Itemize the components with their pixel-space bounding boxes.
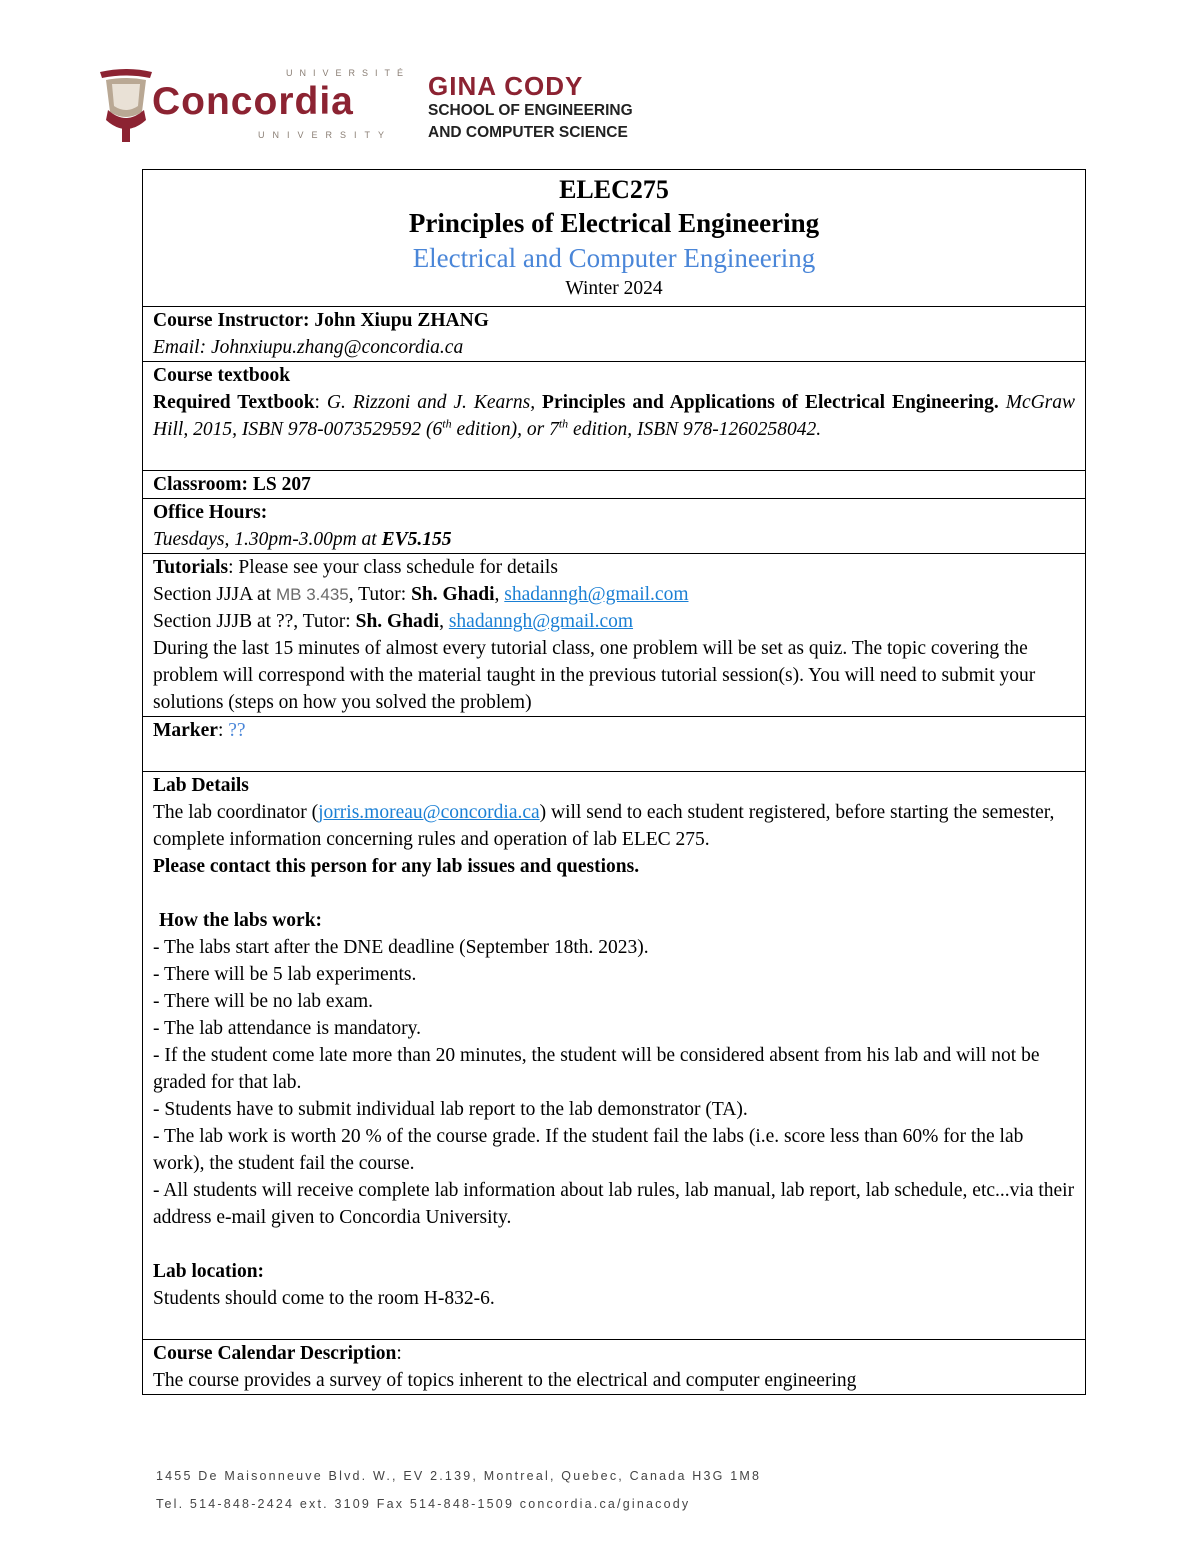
lab-cell [143, 772, 1086, 1340]
footer-contact: Tel. 514-848-2424 ext. 3109 Fax 514-848-1509 concordia.ca/ginacody [156, 1497, 691, 1511]
textbook-title: Principles and Applications of Electrical Engineering. [542, 392, 999, 413]
tutorials-intro [153, 554, 1075, 581]
tutorials-row [143, 554, 1086, 717]
textbook-cell [143, 362, 1086, 471]
textbook-publisher-c: edition, ISBN 978-1260258042. [568, 419, 822, 440]
calendar-text: The course provides a survey of topics inherent to the electrical and computer engineering [153, 1370, 857, 1391]
calendar-label: Course Calendar Description [153, 1343, 397, 1364]
tutorials-cell [143, 554, 1086, 717]
lab-intro-b: ) will send to each student registered, before starting the semester, complete information concerning rules and operation of lab ELEC 275. [153, 802, 1055, 850]
lab-details-heading: Lab Details [153, 775, 249, 796]
logo-concordia-word: Concordia [152, 80, 354, 123]
department-name: Electrical and Computer Engineering [412, 243, 816, 273]
tutorial-quiz-text: During the last 15 minutes of almost every tutorial class, one problem will be set as quiz. The topic covering the problem will correspond with the material taught in the previous tutorial session(s). You will need to submit your solutions (steps on how you solved the problem) [153, 638, 1036, 713]
office-hours-label: Office Hours: [153, 502, 268, 523]
marker-value: ?? [228, 720, 246, 741]
lab-location-text: Students should come to the room H-832-6. [153, 1288, 495, 1309]
calendar-cell [143, 1340, 1086, 1395]
textbook-sup-a: th [442, 416, 452, 431]
blank-line [153, 1231, 1075, 1258]
school-logo [428, 72, 633, 144]
lab-location-heading: Lab location: [153, 1261, 265, 1282]
section-b-prefix: Section JJJB at ??, Tutor: [153, 611, 356, 632]
office-hours-room: EV5.155 [381, 529, 452, 550]
logo-universite-text: UNIVERSITÉ [286, 68, 411, 78]
lab-rule-item: - There will be 5 lab experiments. [153, 964, 417, 985]
section-b-comma: , [439, 611, 449, 632]
instructor-cell [143, 307, 1086, 362]
concordia-logo [96, 66, 411, 146]
marker-row [143, 717, 1086, 772]
instructor-row [143, 307, 1086, 362]
lab-rule-item: - All students will receive complete lab information about lab rules, lab manual, lab report, lab schedule, etc...via their address e-mail given to Concordia University. [153, 1180, 1075, 1228]
course-term: Winter 2024 [565, 278, 663, 299]
course-code: ELEC275 [559, 175, 669, 204]
lab-coordinator-email-link[interactable]: jorris.moreau@concordia.ca [318, 802, 540, 823]
office-hours-time: Tuesdays, 1.30pm-3.00pm at [153, 529, 382, 550]
title-cell [143, 170, 1086, 307]
section-a-room: MB 3.435 [275, 585, 349, 604]
tutorial-section-a [153, 581, 1075, 608]
tutorials-text: : Please see your class schedule for details [228, 557, 558, 578]
textbook-row [143, 362, 1086, 471]
classroom-row [143, 471, 1086, 499]
marker-cell [143, 717, 1086, 772]
how-labs-work-heading: How the labs work: [159, 910, 323, 931]
blank-line [153, 880, 1075, 907]
lab-rule-item: - If the student come late more than 20 minutes, the student will be considered absent from his lab and will not be graded for that lab. [153, 1045, 1040, 1093]
tutor-b-email-link[interactable]: shadanngh@gmail.com [448, 611, 634, 632]
lab-rule-item: - There will be no lab exam. [153, 991, 374, 1012]
tutorials-label: Tutorials [153, 557, 229, 578]
lab-row [143, 772, 1086, 1340]
instructor-label: Course Instructor: John Xiupu ZHANG [153, 310, 489, 331]
tutor-a-name: Sh. Ghadi [411, 584, 495, 605]
marker-line [153, 717, 1075, 744]
textbook-citation [153, 389, 1075, 443]
classroom-cell [143, 471, 1086, 499]
calendar-row [143, 1340, 1086, 1395]
textbook-publisher-a: McGraw Hill, 2015, ISBN 978-0073529592 (6 [153, 392, 1076, 440]
textbook-heading: Course textbook [153, 365, 291, 386]
office-hours-row [143, 499, 1086, 554]
marker-label: Marker [153, 720, 218, 741]
page-footer [156, 1462, 761, 1518]
lab-rule-item: - Students have to submit individual lab report to the lab demonstrator (TA). [153, 1099, 748, 1120]
title-row [143, 170, 1086, 307]
office-hours-cell [143, 499, 1086, 554]
lab-intro-a: The lab coordinator ( [153, 802, 319, 823]
section-a-mid: , Tutor: [348, 584, 412, 605]
logo-university-text: UNIVERSITY [258, 130, 393, 140]
concordia-crest-icon [96, 66, 156, 146]
textbook-publisher-b: edition), or 7 [451, 419, 559, 440]
school-line-1: SCHOOL OF ENGINEERING [428, 102, 633, 119]
section-a-comma: , [494, 584, 505, 605]
textbook-authors: G. Rizzoni and J. Kearns, [326, 392, 536, 413]
lab-rule-item: - The labs start after the DNE deadline (September 18th. 2023). [153, 937, 649, 958]
course-name: Principles of Electrical Engineering [408, 208, 820, 238]
textbook-sup-b: th [558, 416, 569, 431]
school-name: GINA CODY [428, 71, 584, 101]
tutorial-section-b [153, 608, 1075, 635]
course-outline-table [142, 169, 1086, 1395]
lab-rule-item: - The lab attendance is mandatory. [153, 1018, 422, 1039]
calendar-label-line [153, 1340, 1075, 1367]
calendar-colon: : [396, 1343, 402, 1364]
lab-rule-item: - The lab work is worth 20 % of the course grade. If the student fail the labs (i.e. score less than 60% for the lab work), the student fail the course. [153, 1126, 1024, 1174]
lab-contact-note: Please contact this person for any lab issues and questions. [153, 856, 640, 877]
tutor-a-email-link[interactable]: shadanngh@gmail.com [504, 584, 689, 605]
lab-intro [153, 799, 1075, 853]
footer-address: 1455 De Maisonneuve Blvd. W., EV 2.139, Montreal, Quebec, Canada H3G 1M8 [156, 1469, 762, 1483]
marker-colon: : [217, 720, 229, 741]
required-textbook-label: Required Textbook [153, 392, 315, 413]
school-line-2: AND COMPUTER SCIENCE [428, 124, 628, 141]
section-a-prefix: Section JJJA at [153, 584, 276, 605]
office-hours-detail [153, 526, 1075, 553]
classroom-text: Classroom: LS 207 [153, 474, 311, 495]
tutor-b-name: Sh. Ghadi [355, 611, 440, 632]
textbook-separator: : [314, 392, 327, 413]
instructor-email: Email: Johnxiupu.zhang@concordia.ca [153, 337, 464, 358]
